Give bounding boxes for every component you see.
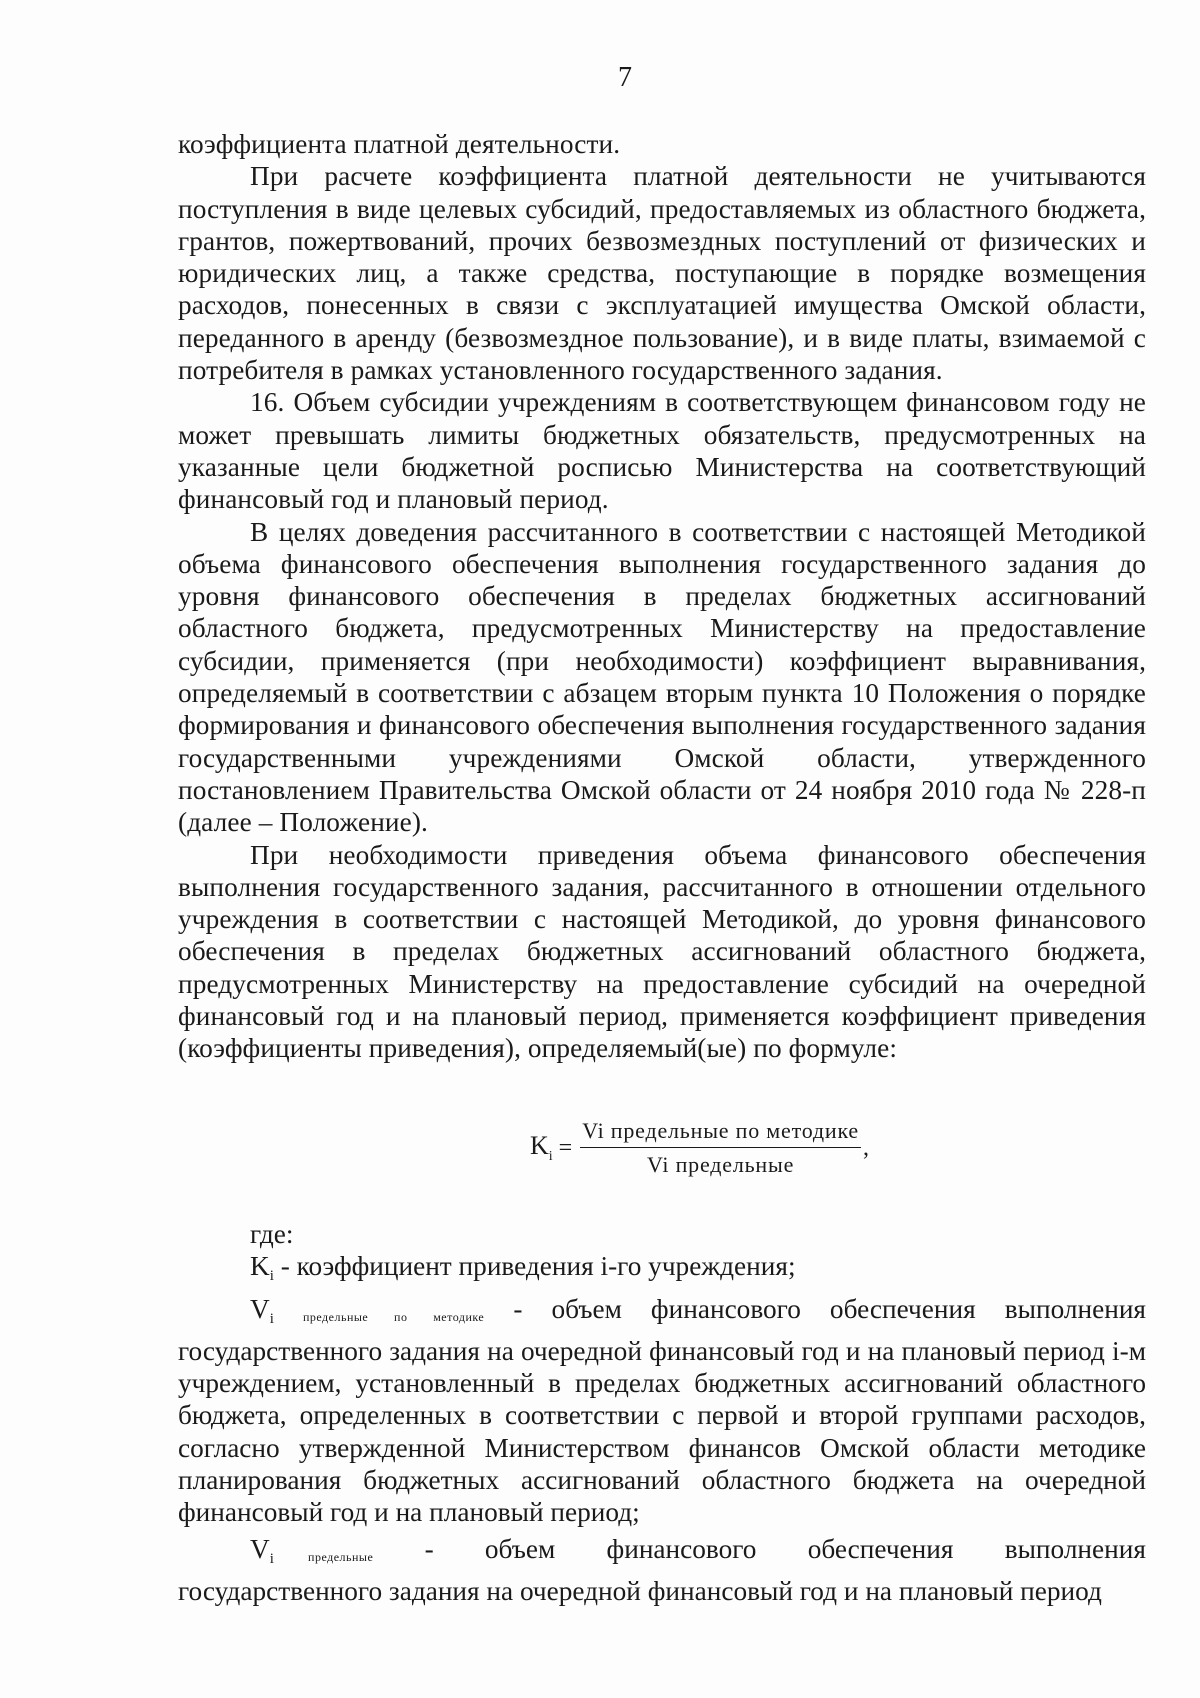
where-label: где: xyxy=(250,1219,294,1249)
definition-v-limit-head xyxy=(250,1533,373,1575)
formula-denominator: Vi предельные xyxy=(647,1152,795,1177)
paragraph-alignment-coefficient: В целях доведения рассчитанного в соответствии с настоящей Методикой объема финансового обеспечения выполнения государственного задания до уровня финансового обеспечения в пределах бюджетных ассигнований областного бюджета, предусмотренных Министерству на предоставление субсидии, применяется (при необходимости) коэффициент выравнивания, определяемый в соответствии с абзацем вторым пункта 10 Положения о порядке формирования и финансового обеспечения выполнения государственного задания государственными учреждениями Омской области, утвержденного постановлением Правительства Омской области от 24 ноября 2010 года № 228-п (далее – Положение). xyxy=(178,516,1146,838)
formula-equals: = xyxy=(558,1134,573,1161)
formula xyxy=(530,1118,869,1178)
definition-v-limit-dash: - xyxy=(424,1533,434,1564)
definition-v-method-text: - объем финансового обеспечения выполнения государственного задания на очередной финансовый год и на плановый период i-м учреждением, установленный в пределах бюджетных ассигнований областного бюджета, определенных в соответствии с первой и второй группами расходов, согласно утвержденной Министерством финансов Омской области методике планирования бюджетных ассигнований областного бюджета на очередной финансовый год и на плановый период; xyxy=(178,1293,1146,1528)
formula-lhs-subscript: i xyxy=(548,1149,553,1165)
definition-v-method xyxy=(178,1293,1146,1529)
formula-lhs xyxy=(530,1131,553,1165)
definition-k-text: - коэффициент приведения i-го учреждения; xyxy=(273,1251,796,1282)
definition-v-limit-word2: финансового xyxy=(606,1533,757,1564)
definition-v-limit-word1: объем xyxy=(484,1533,556,1564)
definition-k-subscript: i xyxy=(269,1268,274,1285)
definition-v-method-symbol: V xyxy=(250,1293,270,1324)
definition-v-method-sublabel: предельные по методике xyxy=(302,1309,485,1324)
definition-v-limit-line1 xyxy=(178,1533,1146,1575)
paragraph-exclusions: При расчете коэффициента платной деятельности не учитываются поступления в виде целевых субсидий, предоставляемых из областного бюджета, грантов, пожертвований, прочих безвозмездных поступлений от физических и юридических лиц, а также средства, поступающие в порядке возмещения расходов, понесенных в связи с эксплуатацией имущества Омской области, переданного в аренду (безвозмездное пользование), и в виде платы, взимаемой с потребителя в рамках установленного государственного задания. xyxy=(178,161,1146,386)
formula-trailing-comma: , xyxy=(862,1134,869,1161)
definition-v-limit-line2: государственного задания на очередной финансовый год и на плановый период xyxy=(178,1575,1102,1606)
definition-k-symbol: K xyxy=(250,1251,270,1282)
definition-v-limit-symbol: V xyxy=(250,1533,270,1564)
paragraph-intro-tail: коэффициента платной деятельности. xyxy=(178,129,621,159)
definition-v-limit-sublabel: предельные xyxy=(308,1549,374,1564)
paragraph-reduction-coefficient: При необходимости приведения объема финансового обеспечения выполнения государственного задания, рассчитанного в отношении отдельного учреждения в соответствии с настоящей Методикой, до уровня финансового обеспечения в пределах бюджетных ассигнований областного бюджета, предусмотренных Министерству на предоставление субсидий на очередной финансовый год и на плановый период, применяется коэффициент приведения (коэффициенты приведения), определяемый(ые) по формуле: xyxy=(178,839,1146,1064)
definitions xyxy=(178,1218,1146,1607)
document-body xyxy=(178,128,1146,1065)
definition-v-limit-word3: обеспечения xyxy=(807,1533,954,1564)
definition-v-limit-word4: выполнения xyxy=(1004,1533,1146,1564)
formula-lhs-symbol: K xyxy=(530,1130,549,1160)
definition-k xyxy=(178,1250,1146,1292)
definition-v-limit-subscript: i xyxy=(269,1550,274,1567)
formula-numerator: Vi предельные по методике xyxy=(580,1118,861,1148)
definition-v-method-subscript: i xyxy=(269,1310,274,1327)
page-number: 7 xyxy=(618,62,632,93)
paragraph-16: 16. Объем субсидии учреждениям в соответствующем финансовом году не может превышать лимиты бюджетных обязательств, предусмотренных на указанные цели бюджетной росписью Министерства на соответствующий финансовый год и плановый период. xyxy=(178,387,1146,515)
formula-fraction xyxy=(580,1118,861,1178)
